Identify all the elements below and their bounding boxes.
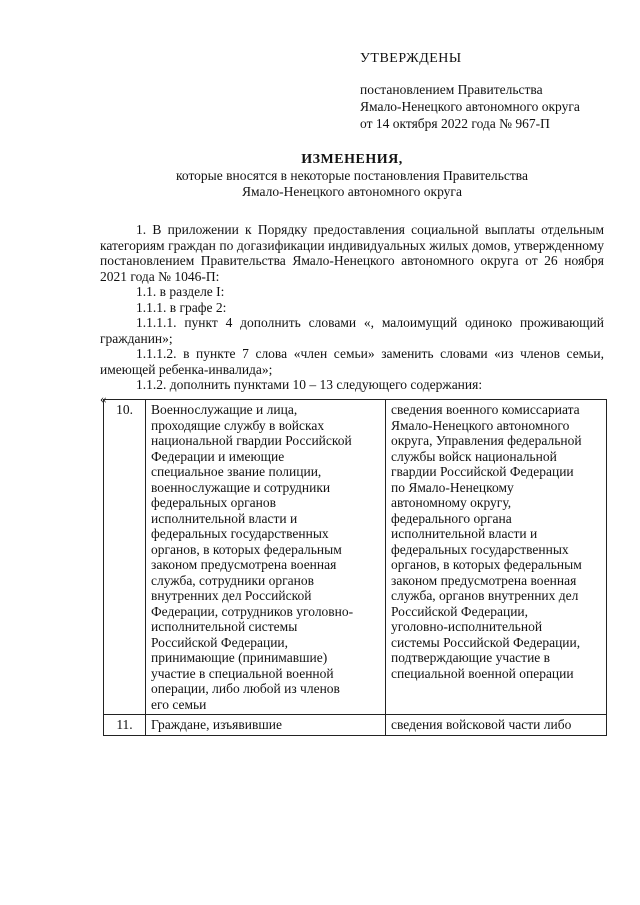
paragraph: 1.1.1.1. пункт 4 дополнить словами «, малоимущий одиноко проживающий гражданин»;: [100, 315, 604, 346]
cell-line: специальной военной операции: [391, 665, 574, 681]
cell-line: системы Российской Федерации,: [391, 634, 581, 650]
title-main: ИЗМЕНЕНИЯ,: [301, 152, 403, 167]
cell-line: по Ямало-Ненецкому: [391, 479, 514, 495]
cell-line: исполнительной власти и: [151, 510, 298, 526]
cell-line: Граждане, изъявившие: [151, 717, 282, 732]
cell-line: принимающие (принимавшие): [151, 650, 328, 665]
cell-line: исполнительной власти и: [391, 526, 538, 541]
quote-open: «: [100, 390, 107, 406]
paragraph: 1.1.1. в графе 2:: [136, 299, 227, 315]
approval-line: Ямало-Ненецкого автономного округа: [360, 99, 580, 114]
changes-table: [103, 399, 607, 736]
cell-line: его семьи: [151, 696, 207, 712]
cell-line: федеральных органов: [151, 495, 276, 510]
cell-line: Военнослужащие и лица,: [151, 402, 298, 417]
paragraph: 1.1.1.2. в пункте 7 слова «член семьи» заменить словами «из членов семьи, имеющей ребенка-инвалида»;: [100, 346, 604, 377]
cell-line: специальное звание полиции,: [151, 464, 322, 479]
cell-line: Российской Федерации,: [151, 634, 289, 650]
document-body: [100, 222, 604, 405]
documents-cell: [386, 715, 607, 736]
documents-cell: [386, 400, 607, 715]
paragraph: 1. В приложении к Порядку предоставления социальной выплаты отдельным категориям граждан по догазификации индивидуальных жилых домов, утвержденному постановлением Правительства Ямало-Ненецкого автономного округа от 26 ноября 2021 года № 1046-П:: [100, 222, 604, 284]
cell-line: сведения войсковой части либо: [391, 717, 572, 732]
cell-line: служба, органов внутренних дел: [391, 588, 579, 603]
cell-line: Российской Федерации,: [391, 603, 529, 619]
table-row: [104, 400, 607, 715]
title-subline: Ямало-Ненецкого автономного округа: [242, 184, 462, 199]
cell-line: законом предусмотрена военная: [151, 557, 337, 572]
category-cell: [146, 400, 386, 715]
cell-line: гвардии Российской Федерации: [391, 464, 574, 479]
cell-line: национальной гвардии Российской: [151, 433, 352, 448]
cell-line: служба, сотрудники органов: [151, 572, 315, 588]
table-row: [104, 715, 607, 736]
row-number: 11.: [104, 715, 146, 736]
document-title: [100, 152, 604, 200]
cell-line: сведения военного комиссариата: [391, 402, 580, 417]
cell-line: Федерации и имеющие: [151, 448, 285, 464]
cell-line: внутренних дел Российской: [151, 588, 312, 603]
cell-line: участие в специальной военной: [151, 665, 334, 681]
cell-line: Федерации, сотрудников уголовно-: [151, 603, 354, 619]
cell-line: федеральных государственных: [391, 541, 569, 557]
cell-line: федерального органа: [391, 510, 512, 526]
paragraph: 1.1.2. дополнить пунктами 10 – 13 следующего содержания:: [136, 377, 483, 392]
cell-line: операции, либо любой из членов: [151, 681, 340, 696]
row-number: 10.: [104, 400, 146, 715]
paragraph: 1.1. в разделе I:: [136, 284, 225, 299]
cell-line: проходящие службу в войсках: [151, 417, 325, 433]
cell-line: военнослужащие и сотрудники: [151, 479, 331, 495]
cell-line: федеральных государственных: [151, 526, 329, 541]
title-subline: которые вносятся в некоторые постановления Правительства: [176, 168, 528, 183]
cell-line: органов, в которых федеральным: [391, 557, 582, 572]
category-cell: [146, 715, 386, 736]
cell-line: округа, Управления федеральной: [391, 433, 582, 448]
cell-line: Ямало-Ненецкого автономного: [391, 417, 570, 433]
cell-line: службы войск национальной: [391, 448, 557, 464]
approval-line: постановлением Правительства: [360, 82, 543, 97]
cell-line: подтверждающие участие в: [391, 650, 551, 665]
approval-line: от 14 октября 2022 года № 967-П: [360, 116, 550, 131]
cell-line: исполнительной системы: [151, 619, 298, 634]
cell-line: уголовно-исполнительной: [391, 619, 543, 634]
cell-line: законом предусмотрена военная: [391, 572, 577, 588]
approval-block: [360, 50, 630, 132]
cell-line: органов, в которых федеральным: [151, 541, 342, 557]
cell-line: автономному округу,: [391, 495, 512, 510]
approval-heading: УТВЕРЖДЕНЫ: [360, 51, 462, 66]
